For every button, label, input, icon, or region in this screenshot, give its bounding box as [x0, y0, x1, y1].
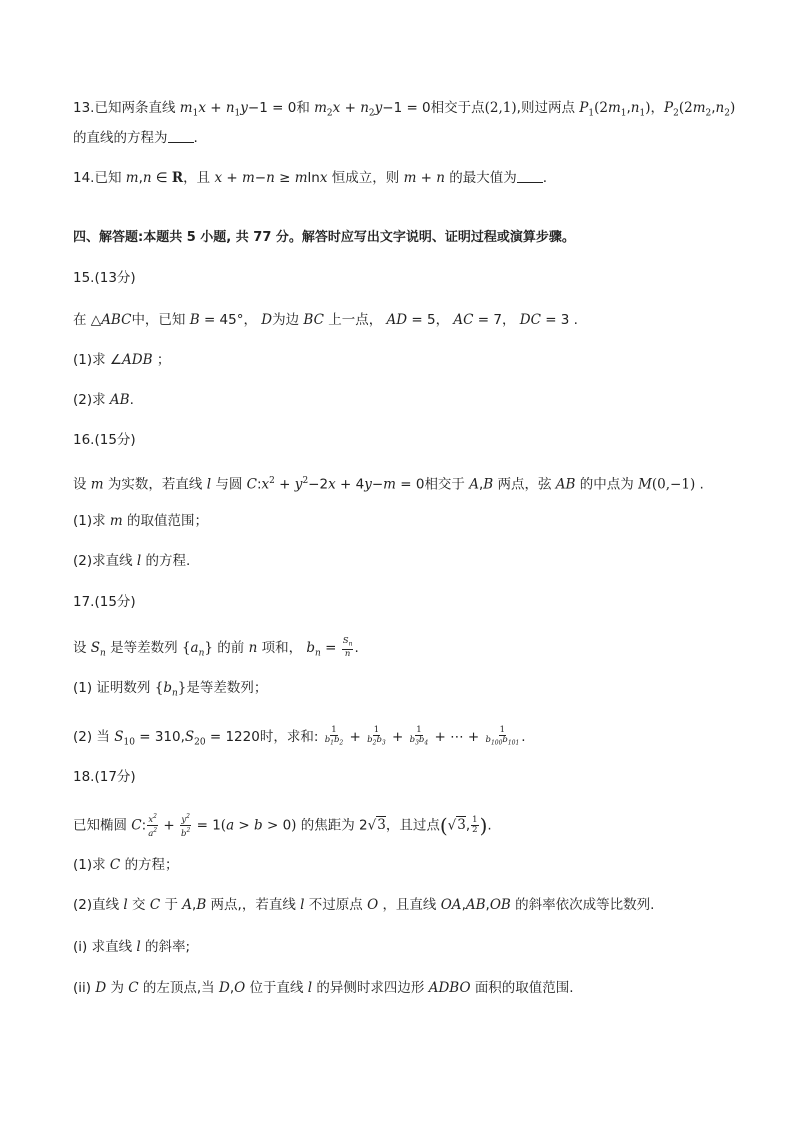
q17-stem-b: 是等差数列: [110, 639, 182, 656]
q16-stem: 设 m 为实数，若直线 l 与圆 $C:x^2 + y^2-2x + 4y-m = 0$相交于 A,B 两点，弦 AB 的中点为 M(0,−1) .: [73, 476, 704, 493]
q14-end: .: [542, 170, 548, 186]
fraction: $\frac{x^2}{a^2}$: [148, 813, 158, 839]
fraction: $\frac{1}{b_2b_3}$: [367, 725, 386, 747]
q17-stem-c: 的前: [217, 639, 249, 656]
q18-part1: (1)求 C 的方程；: [73, 857, 179, 873]
q15-part1-a: (1)求 ∠: [73, 352, 123, 368]
q15-stem-c: ，: [243, 312, 257, 328]
q18-sub1: (i) 求直线 l 的斜率;: [73, 939, 191, 955]
q16-stem-e: 两点，弦: [497, 476, 556, 493]
q14-text1: ，且: [183, 170, 215, 186]
fraction: $\frac{S_n}{n}$: [342, 636, 353, 659]
q18-part2: (2)直线 l 交 C 于 A,B 两点,，若直线 l 不过原点 O ，且直线 OA,AB,OB 的斜率依次成等比数列.: [73, 897, 655, 913]
q13-prefix: 13.已知两条直线: [73, 100, 180, 116]
q16-stem-f: 的中点为: [579, 476, 639, 493]
q18-stem: 已知椭圆 C: $\frac{x^2}{a^2}$ + $\frac{y^2}{b^2}$ = 1(a > b > 0) 的焦距为 2√3，且过点(√3, $\frac{1}{2}$ ).: [73, 813, 492, 839]
q16-stem-b: 为实数，若直线: [107, 476, 207, 493]
q17-part1-b: 是等差数列；: [186, 680, 268, 696]
answer-blank: [168, 130, 194, 143]
q13-point: (2,1): [484, 100, 517, 116]
fraction: $\frac{1}{b_3b_4}$: [409, 725, 429, 747]
sqrt-symbol: √3: [447, 817, 466, 834]
q13-line2: [73, 128, 198, 148]
q18-sub2-f: 面积的取值范围.: [474, 980, 574, 996]
q15-stem-d: 为边: [272, 312, 304, 328]
q15-stem-e: 上一点，: [328, 312, 383, 328]
q18-stem-b: 的焦距为 2: [300, 817, 368, 834]
q17-part1-a: (1) 证明数列: [73, 680, 155, 696]
fraction: $\frac{1}{b_1b_2}$: [324, 725, 344, 747]
q15-header: 15.(13分): [73, 270, 136, 286]
q14-text3: 的最大值为: [449, 170, 517, 186]
q13-text2: ,则过两点: [516, 100, 580, 116]
q17-header: 17.(15分): [73, 594, 136, 610]
fraction: $\frac{1}{2}$: [472, 814, 478, 835]
q18-part2-g: 的斜率依次成等比数列.: [515, 897, 655, 913]
q15-stem: 在 △ABC中，已知 B = 45°， D为边 BC 上一点， AD = 5， AC = 7， DC = 3 .: [73, 312, 578, 328]
answer-blank: [517, 170, 543, 183]
q18-part1-b: 的方程；: [124, 857, 179, 873]
sqrt-symbol: √3: [367, 817, 386, 834]
q18-part2-a: (2)直线: [73, 897, 124, 913]
q16-stem-g: .: [699, 476, 704, 493]
q16-part2-b: 的方程.: [145, 553, 191, 569]
q15-stem-b: 中，已知: [131, 312, 190, 328]
q18-sub2-b: 为: [110, 980, 129, 996]
q16-part1-a: (1)求: [73, 513, 110, 529]
q16-part2-a: (2)求直线: [73, 553, 137, 569]
q17-part2-a: (2) 当: [73, 728, 115, 745]
q13-line1: 13.已知两条直线 $m_1x + n_1y-1 = 0$和 $m_2x + n_2y-1 = 0$相交于点(2,1),则过两点 $P_1(2m_1,n_1)$，$P_2(2m_2,n_2)$: [73, 100, 736, 119]
q18-stem-a: 已知椭圆: [73, 817, 132, 834]
q18-part2-e: 不过原点: [308, 897, 368, 913]
q13-line2-text: 的直线的方程为: [73, 130, 168, 146]
q18-sub1-b: 的斜率;: [145, 939, 191, 955]
q16-stem-a: 设: [73, 476, 91, 493]
q15-part1: (1)求 ∠ADB ；: [73, 352, 171, 368]
q16-header: 16.(15分): [73, 432, 136, 448]
q18-sub1-a: (i) 求直线: [73, 939, 137, 955]
q17-part2-b: 时，求和:: [259, 728, 323, 745]
q16-stem-c: 与圆: [215, 476, 247, 493]
q18-part1-a: (1)求: [73, 857, 110, 873]
q17-stem: 设 $S_n$ 是等差数列 $\{a_n\}$ 的前 n 项和， $b_n$ = $\frac{S_n}{n}$ .: [73, 636, 359, 659]
q15-part2-b: .: [129, 392, 134, 408]
q13-and: 和: [296, 100, 315, 116]
q14-prefix: 14.已知: [73, 170, 126, 186]
q16-part1: (1)求 m 的取值范围；: [73, 513, 209, 529]
q17-stem-a: 设: [73, 639, 91, 656]
q16-part1-b: 的取值范围；: [127, 513, 209, 529]
q14-text2: 恒成立，则: [331, 170, 404, 186]
q18-sub2: (ii) D 为 C 的左顶点,当 D,O 位于直线 l 的异侧时求四边形 ADBO 面积的取值范围.: [73, 980, 574, 996]
q15-part1-b: ；: [156, 352, 171, 368]
q18-sub2-c: 的左顶点,当: [142, 980, 219, 996]
q18-sub2-e: 的异侧时求四边形: [316, 980, 429, 996]
q18-sub2-a: (ii): [73, 980, 96, 996]
q17-part1: (1) 证明数列 $\{b_n\}$是等差数列；: [73, 680, 268, 699]
q18-part2-b: 交: [132, 897, 150, 913]
q18-stem-c: ，且过点: [385, 817, 440, 834]
q18-header: 18.(17分): [73, 769, 136, 785]
q13-mid: 相交于点: [430, 100, 485, 116]
q17-part2: (2) 当 $S_{10} = 310,S_{20} = 1220$时，求和: $\frac{1}{b_1b_2}$ + $\frac{1}{b_2b_3}$ + $\frac{1}{b_3b_4}$ + ⋯ + $\frac{1}{b_{100}b_{101}}$ .: [73, 725, 526, 748]
q16-stem-d: 相交于: [424, 476, 470, 493]
q18-part2-d: 两点,，若直线: [210, 897, 301, 913]
q18-sub2-d: 位于直线: [249, 980, 308, 996]
fraction: $\frac{y^2}{b^2}$: [181, 813, 191, 839]
q18-part2-f: ，且直线: [382, 897, 441, 913]
q13-end: .: [193, 130, 198, 146]
q15-part2-a: (2)求: [73, 392, 110, 408]
section-heading: 四、解答题:本题共 5 小题, 共 77 分。解答时应写出文字说明、证明过程或演算步骤。: [73, 230, 575, 245]
q15-stem-a: 在 △: [73, 312, 102, 328]
fraction: $\frac{1}{b_{100}b_{101}}$: [485, 725, 520, 747]
q18-part2-c: 于: [164, 897, 183, 913]
q14-line: 14.已知 m,n ∈ R，且 x + m−n ≥ mlnx 恒成立，则 m + n 的最大值为 .: [73, 170, 548, 186]
q17-stem-d: 项和，: [261, 639, 303, 656]
q16-part2: (2)求直线 l 的方程.: [73, 553, 191, 569]
q15-part2: (2)求 AB.: [73, 392, 134, 408]
